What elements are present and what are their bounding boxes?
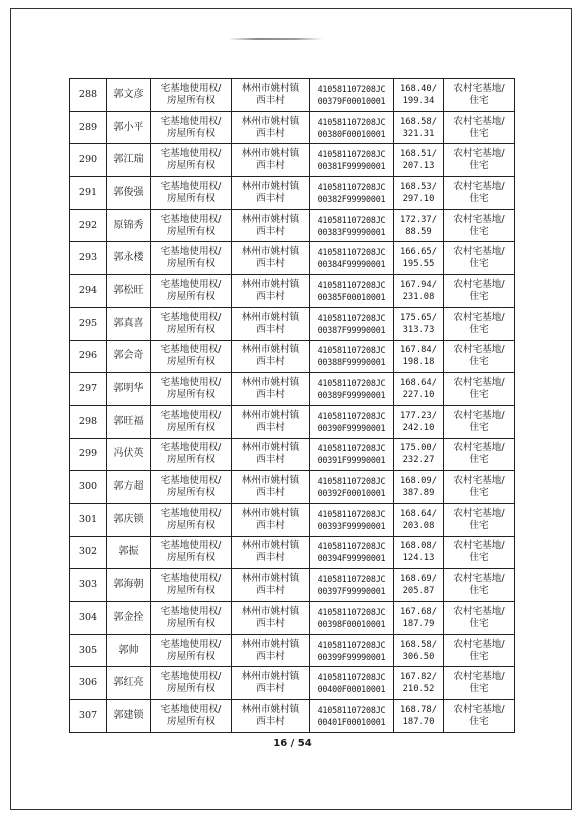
area-cell: 167.82/ 210.52 <box>394 667 444 700</box>
unit-code-cell: 410581107208JC 00383F99990001 <box>310 209 394 242</box>
unit-code-cell: 410581107208JC 00379F00010001 <box>310 79 394 112</box>
unit-code-cell: 410581107208JC 00397F99990001 <box>310 569 394 602</box>
right-type-cell: 宅基地使用权/ 房屋所有权 <box>151 275 232 308</box>
area-cell: 167.68/ 187.79 <box>394 602 444 635</box>
area-cell: 168.09/ 387.89 <box>394 471 444 504</box>
location-cell: 林州市姚村镇 西丰村 <box>232 79 310 112</box>
owner-name-cell: 郭庆锁 <box>107 503 151 536</box>
area-cell: 168.08/ 124.13 <box>394 536 444 569</box>
row-number-cell: 297 <box>70 373 107 406</box>
usage-cell: 农村宅基地/ 住宅 <box>444 667 515 700</box>
usage-cell: 农村宅基地/ 住宅 <box>444 569 515 602</box>
location-cell: 林州市姚村镇 西丰村 <box>232 340 310 373</box>
right-type-cell: 宅基地使用权/ 房屋所有权 <box>151 242 232 275</box>
usage-cell: 农村宅基地/ 住宅 <box>444 438 515 471</box>
unit-code-cell: 410581107208JC 00391F99990001 <box>310 438 394 471</box>
area-cell: 167.84/ 198.18 <box>394 340 444 373</box>
unit-code-cell: 410581107208JC 00398F00010001 <box>310 602 394 635</box>
row-number-cell: 299 <box>70 438 107 471</box>
location-cell: 林州市姚村镇 西丰村 <box>232 536 310 569</box>
usage-cell: 农村宅基地/ 住宅 <box>444 471 515 504</box>
right-type-cell: 宅基地使用权/ 房屋所有权 <box>151 209 232 242</box>
right-type-cell: 宅基地使用权/ 房屋所有权 <box>151 471 232 504</box>
owner-name-cell: 郭红亮 <box>107 667 151 700</box>
table-row <box>70 307 515 340</box>
usage-cell: 农村宅基地/ 住宅 <box>444 634 515 667</box>
row-number-cell: 303 <box>70 569 107 602</box>
row-number-cell: 294 <box>70 275 107 308</box>
right-type-cell: 宅基地使用权/ 房屋所有权 <box>151 79 232 112</box>
owner-name-cell: 郭小平 <box>107 111 151 144</box>
location-cell: 林州市姚村镇 西丰村 <box>232 602 310 635</box>
area-cell: 175.65/ 313.73 <box>394 307 444 340</box>
location-cell: 林州市姚村镇 西丰村 <box>232 569 310 602</box>
row-number-cell: 295 <box>70 307 107 340</box>
usage-cell: 农村宅基地/ 住宅 <box>444 275 515 308</box>
right-type-cell: 宅基地使用权/ 房屋所有权 <box>151 602 232 635</box>
usage-cell: 农村宅基地/ 住宅 <box>444 503 515 536</box>
table-row <box>70 602 515 635</box>
usage-cell: 农村宅基地/ 住宅 <box>444 144 515 177</box>
registry-table-body <box>70 79 515 733</box>
area-cell: 172.37/ 88.59 <box>394 209 444 242</box>
area-cell: 168.64/ 227.10 <box>394 373 444 406</box>
area-cell: 177.23/ 242.10 <box>394 405 444 438</box>
area-cell: 168.69/ 205.87 <box>394 569 444 602</box>
usage-cell: 农村宅基地/ 住宅 <box>444 242 515 275</box>
unit-code-cell: 410581107208JC 00382F99990001 <box>310 177 394 210</box>
table-row <box>70 634 515 667</box>
location-cell: 林州市姚村镇 西丰村 <box>232 144 310 177</box>
table-row <box>70 275 515 308</box>
usage-cell: 农村宅基地/ 住宅 <box>444 700 515 733</box>
owner-name-cell: 原锦秀 <box>107 209 151 242</box>
unit-code-cell: 410581107208JC 00388F99990001 <box>310 340 394 373</box>
owner-name-cell: 郭海朝 <box>107 569 151 602</box>
unit-code-cell: 410581107208JC 00381F99990001 <box>310 144 394 177</box>
table-row <box>70 667 515 700</box>
location-cell: 林州市姚村镇 西丰村 <box>232 373 310 406</box>
location-cell: 林州市姚村镇 西丰村 <box>232 307 310 340</box>
location-cell: 林州市姚村镇 西丰村 <box>232 700 310 733</box>
area-cell: 168.58/ 321.31 <box>394 111 444 144</box>
owner-name-cell: 郭旺福 <box>107 405 151 438</box>
right-type-cell: 宅基地使用权/ 房屋所有权 <box>151 177 232 210</box>
unit-code-cell: 410581107208JC 00399F99990001 <box>310 634 394 667</box>
row-number-cell: 290 <box>70 144 107 177</box>
owner-name-cell: 郭建锁 <box>107 700 151 733</box>
unit-code-cell: 410581107208JC 00401F00010001 <box>310 700 394 733</box>
unit-code-cell: 410581107208JC 00393F99990001 <box>310 503 394 536</box>
row-number-cell: 300 <box>70 471 107 504</box>
table-row <box>70 536 515 569</box>
row-number-cell: 302 <box>70 536 107 569</box>
location-cell: 林州市姚村镇 西丰村 <box>232 667 310 700</box>
unit-code-cell: 410581107208JC 00384F99990001 <box>310 242 394 275</box>
area-cell: 167.94/ 231.08 <box>394 275 444 308</box>
area-cell: 168.53/ 297.10 <box>394 177 444 210</box>
owner-name-cell: 郭文彦 <box>107 79 151 112</box>
area-cell: 175.00/ 232.27 <box>394 438 444 471</box>
table-row <box>70 242 515 275</box>
location-cell: 林州市姚村镇 西丰村 <box>232 471 310 504</box>
owner-name-cell: 郭金拴 <box>107 602 151 635</box>
table-row <box>70 209 515 242</box>
row-number-cell: 293 <box>70 242 107 275</box>
usage-cell: 农村宅基地/ 住宅 <box>444 111 515 144</box>
row-number-cell: 301 <box>70 503 107 536</box>
unit-code-cell: 410581107208JC 00400F00010001 <box>310 667 394 700</box>
right-type-cell: 宅基地使用权/ 房屋所有权 <box>151 536 232 569</box>
table-row <box>70 111 515 144</box>
owner-name-cell: 郭帅 <box>107 634 151 667</box>
right-type-cell: 宅基地使用权/ 房屋所有权 <box>151 634 232 667</box>
unit-code-cell: 410581107208JC 00385F00010001 <box>310 275 394 308</box>
location-cell: 林州市姚村镇 西丰村 <box>232 405 310 438</box>
table-row <box>70 373 515 406</box>
area-cell: 166.65/ 195.55 <box>394 242 444 275</box>
row-number-cell: 307 <box>70 700 107 733</box>
right-type-cell: 宅基地使用权/ 房屋所有权 <box>151 373 232 406</box>
right-type-cell: 宅基地使用权/ 房屋所有权 <box>151 503 232 536</box>
table-row <box>70 438 515 471</box>
location-cell: 林州市姚村镇 西丰村 <box>232 177 310 210</box>
unit-code-cell: 410581107208JC 00392F00010001 <box>310 471 394 504</box>
property-registry-table <box>69 78 515 733</box>
row-number-cell: 296 <box>70 340 107 373</box>
row-number-cell: 289 <box>70 111 107 144</box>
usage-cell: 农村宅基地/ 住宅 <box>444 209 515 242</box>
unit-code-cell: 410581107208JC 00380F00010001 <box>310 111 394 144</box>
row-number-cell: 292 <box>70 209 107 242</box>
location-cell: 林州市姚村镇 西丰村 <box>232 634 310 667</box>
area-cell: 168.64/ 203.08 <box>394 503 444 536</box>
table-row <box>70 569 515 602</box>
unit-code-cell: 410581107208JC 00390F99990001 <box>310 405 394 438</box>
owner-name-cell: 郭永楼 <box>107 242 151 275</box>
unit-code-cell: 410581107208JC 00389F99990001 <box>310 373 394 406</box>
location-cell: 林州市姚村镇 西丰村 <box>232 275 310 308</box>
usage-cell: 农村宅基地/ 住宅 <box>444 373 515 406</box>
table-row <box>70 700 515 733</box>
area-cell: 168.40/ 199.34 <box>394 79 444 112</box>
table-row <box>70 503 515 536</box>
usage-cell: 农村宅基地/ 住宅 <box>444 602 515 635</box>
location-cell: 林州市姚村镇 西丰村 <box>232 242 310 275</box>
table-row <box>70 144 515 177</box>
table-row <box>70 79 515 112</box>
usage-cell: 农村宅基地/ 住宅 <box>444 340 515 373</box>
location-cell: 林州市姚村镇 西丰村 <box>232 209 310 242</box>
row-number-cell: 298 <box>70 405 107 438</box>
right-type-cell: 宅基地使用权/ 房屋所有权 <box>151 438 232 471</box>
location-cell: 林州市姚村镇 西丰村 <box>232 111 310 144</box>
owner-name-cell: 郭松旺 <box>107 275 151 308</box>
row-number-cell: 288 <box>70 79 107 112</box>
right-type-cell: 宅基地使用权/ 房屋所有权 <box>151 405 232 438</box>
owner-name-cell: 郭俊强 <box>107 177 151 210</box>
right-type-cell: 宅基地使用权/ 房屋所有权 <box>151 307 232 340</box>
area-cell: 168.58/ 306.50 <box>394 634 444 667</box>
right-type-cell: 宅基地使用权/ 房屋所有权 <box>151 700 232 733</box>
right-type-cell: 宅基地使用权/ 房屋所有权 <box>151 144 232 177</box>
owner-name-cell: 郭会奇 <box>107 340 151 373</box>
owner-name-cell: 郭明华 <box>107 373 151 406</box>
usage-cell: 农村宅基地/ 住宅 <box>444 307 515 340</box>
owner-name-cell: 郭真喜 <box>107 307 151 340</box>
owner-name-cell: 冯伏英 <box>107 438 151 471</box>
table-row <box>70 340 515 373</box>
unit-code-cell: 410581107208JC 00394F99990001 <box>310 536 394 569</box>
right-type-cell: 宅基地使用权/ 房屋所有权 <box>151 111 232 144</box>
area-cell: 168.78/ 187.70 <box>394 700 444 733</box>
row-number-cell: 305 <box>70 634 107 667</box>
scan-artifact-line <box>228 38 323 40</box>
unit-code-cell: 410581107208JC 00387F99990001 <box>310 307 394 340</box>
location-cell: 林州市姚村镇 西丰村 <box>232 438 310 471</box>
page-number: 16 / 54 <box>273 738 312 749</box>
location-cell: 林州市姚村镇 西丰村 <box>232 503 310 536</box>
usage-cell: 农村宅基地/ 住宅 <box>444 79 515 112</box>
row-number-cell: 291 <box>70 177 107 210</box>
table-row <box>70 471 515 504</box>
table-row <box>70 177 515 210</box>
area-cell: 168.51/ 207.13 <box>394 144 444 177</box>
row-number-cell: 304 <box>70 602 107 635</box>
table-row <box>70 405 515 438</box>
owner-name-cell: 郭方超 <box>107 471 151 504</box>
right-type-cell: 宅基地使用权/ 房屋所有权 <box>151 667 232 700</box>
owner-name-cell: 郭江瑞 <box>107 144 151 177</box>
row-number-cell: 306 <box>70 667 107 700</box>
usage-cell: 农村宅基地/ 住宅 <box>444 536 515 569</box>
usage-cell: 农村宅基地/ 住宅 <box>444 405 515 438</box>
right-type-cell: 宅基地使用权/ 房屋所有权 <box>151 340 232 373</box>
owner-name-cell: 郭振 <box>107 536 151 569</box>
right-type-cell: 宅基地使用权/ 房屋所有权 <box>151 569 232 602</box>
usage-cell: 农村宅基地/ 住宅 <box>444 177 515 210</box>
